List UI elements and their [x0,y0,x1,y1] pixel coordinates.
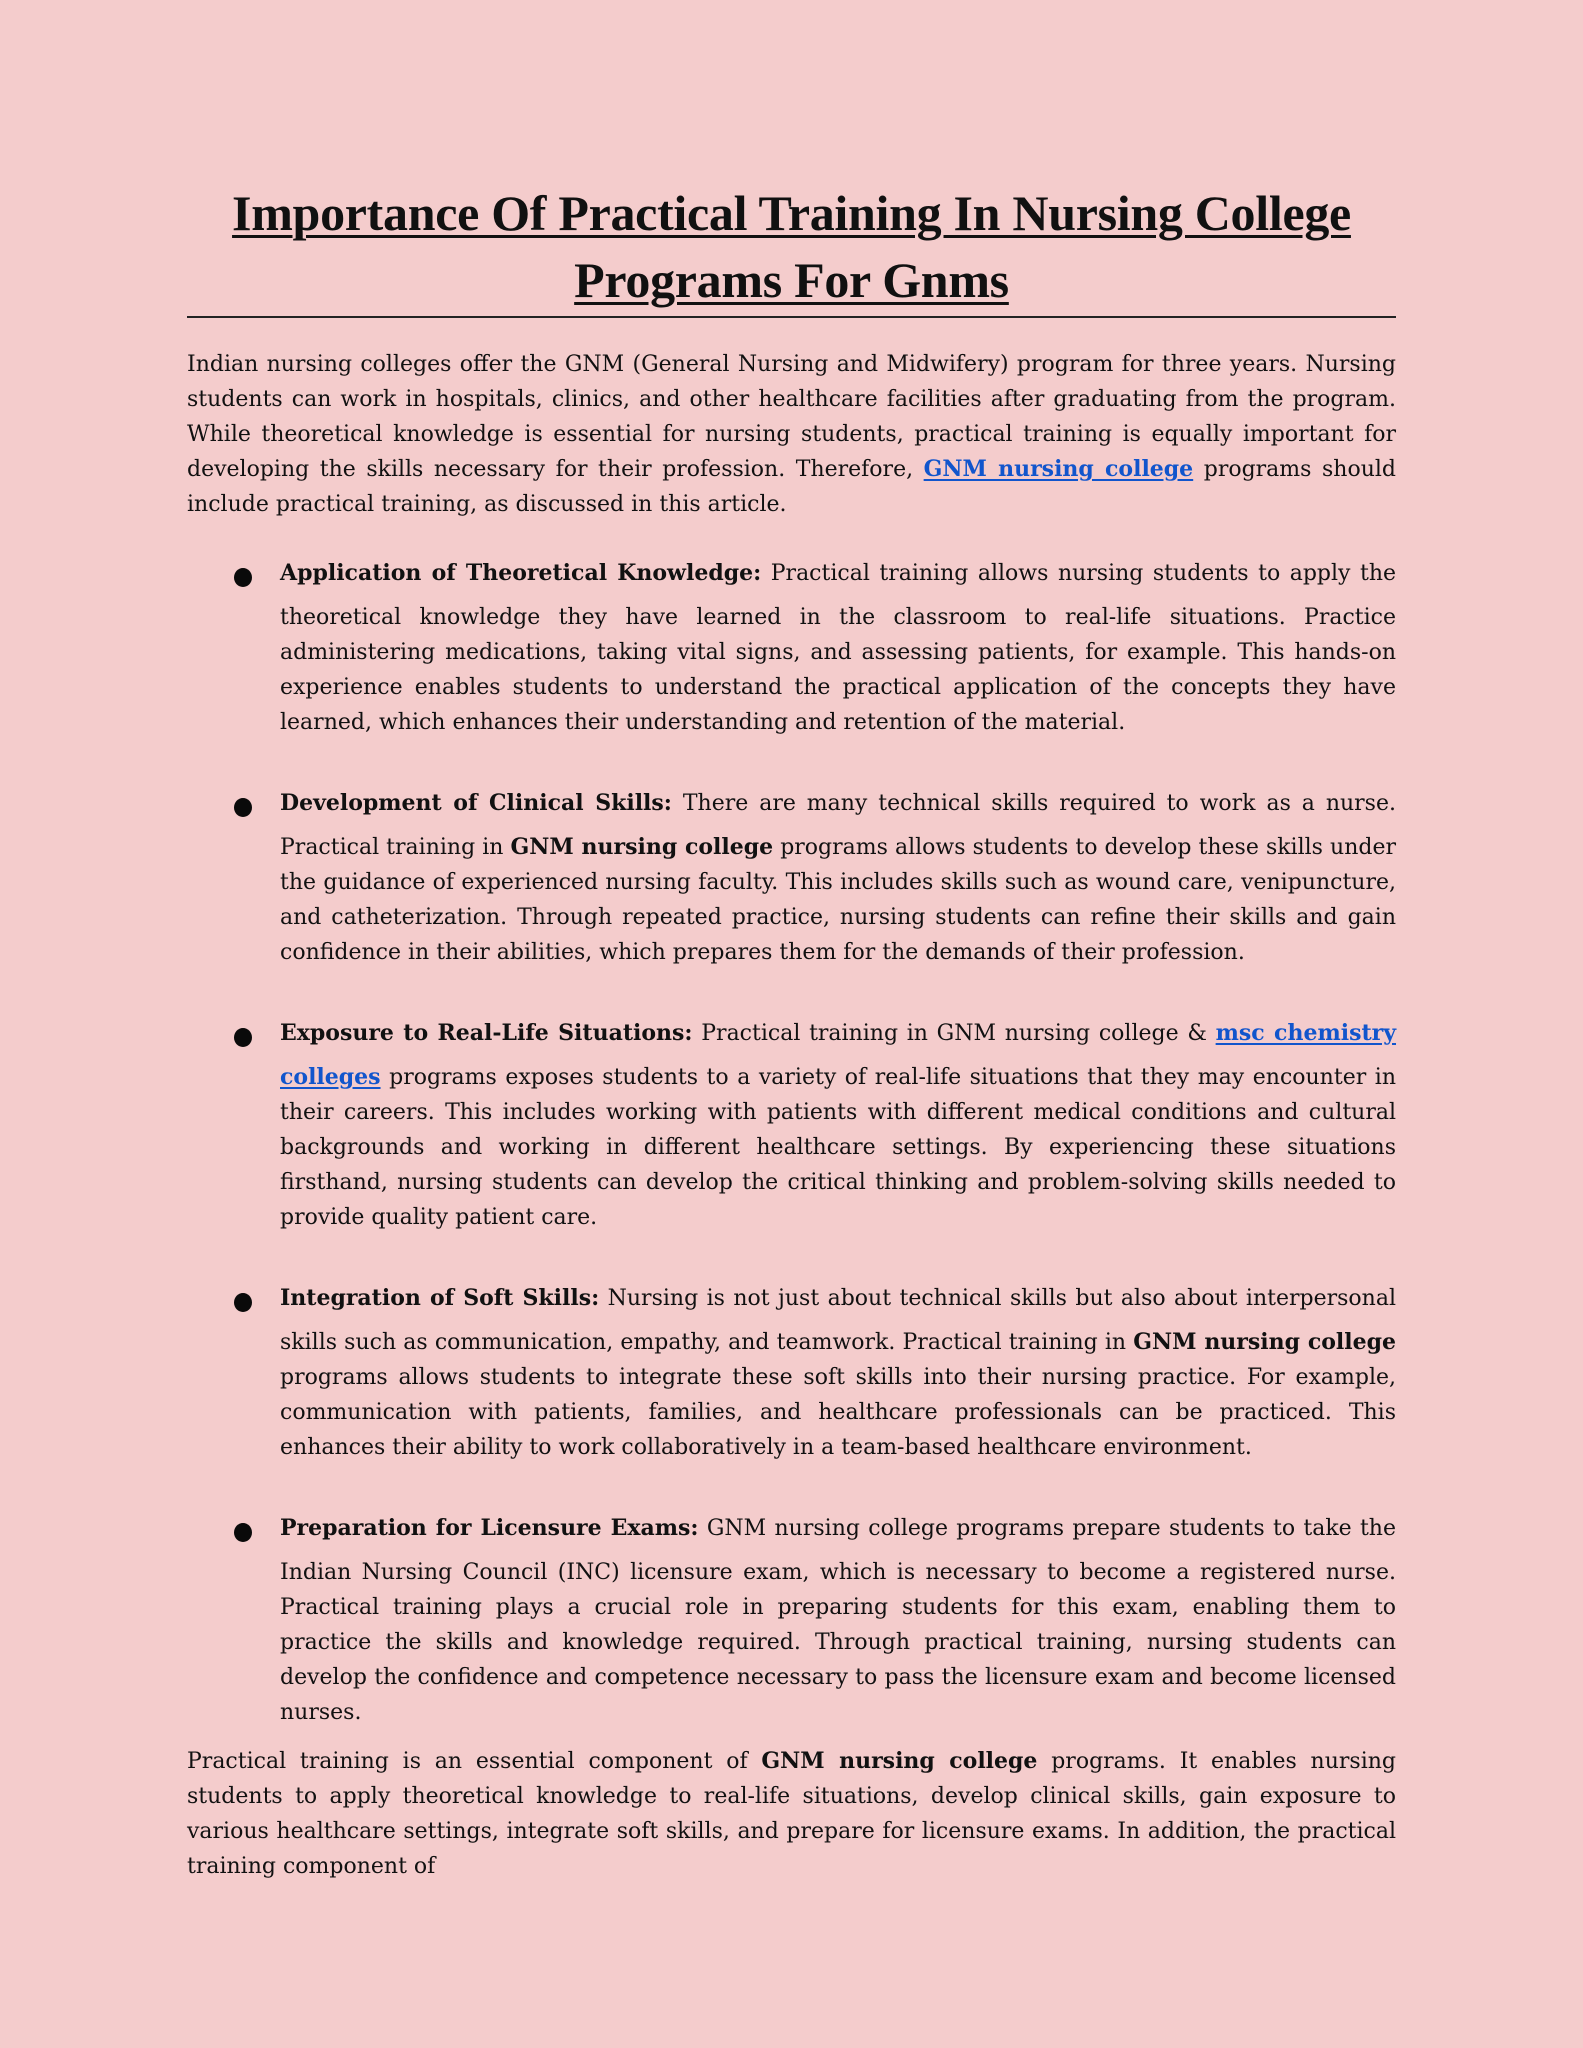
bullet-icon [234,1293,252,1312]
intro-paragraph [187,347,1396,522]
bullet-list [187,556,1396,1730]
closing-text-after-bold: programs. It enables nursing students to apply theoretical knowledge to real-life situations, develop clinical skills, gain exposure to various healthcare settings, integrate soft skills, and prepare for licensure exams. In addition, the practical training component of [187,1749,1396,1879]
list-item-real-life-situations [187,1016,1396,1235]
closing-text-bold: GNM nursing college [761,1748,1038,1774]
msc-chemistry-colleges-link-continued[interactable]: colleges [280,1064,381,1090]
bullet-lead-line [280,1016,1396,1051]
bullet-icon [234,1028,252,1047]
msc-chemistry-colleges-link[interactable]: msc chemistry [1215,1020,1397,1046]
title-block [187,180,1396,318]
bullet-paragraph [280,786,1396,970]
bullet-lead: There are many technical skills required to work as a nurse. [682,791,1396,816]
bullet-lead-line [280,786,1396,821]
bullet-lead-line [280,556,1396,591]
intro-text-after-link: programs should include practical training, as discussed in this article. [187,457,1396,517]
bullet-lead-line [280,1281,1396,1316]
closing-text-before-bold: Practical training is an essential component of [187,1749,748,1774]
bullet-heading: Development of Clinical Skills: [280,790,672,816]
bullet-icon [234,1523,252,1542]
bullet-paragraph [280,556,1396,740]
list-item-theoretical-knowledge [187,556,1396,740]
bullet-lead: Practical training allows nursing students to apply the [770,561,1397,586]
bullet-lead-line [280,1511,1396,1546]
bullet-body: Indian Nursing Council (INC) licensure exam, which is necessary to become a registered nurse. Practical training plays a crucial role in preparing students for this exam, enabling them to practice the skills and knowledge required. Through practical training, nursing students can develop the confidence and competence necessary to pass the licensure exam and become licensed nurses. [280,1560,1396,1725]
gnm-nursing-college-link[interactable]: GNM nursing college [923,456,1194,482]
document-page [187,180,1396,1884]
bullet-body: programs exposes students to a variety of real-life situations that they may encounter in their careers. This includes working with patients with different medical conditions and cultural backgrounds and working in different healthcare settings. By experiencing these situations firsthand, nursing students can develop the critical thinking and problem-solving skills needed to provide quality patient care. [280,1065,1396,1230]
bullet-body-before-bold: Practical training in [280,835,504,860]
bullet-body-after-bold: programs allows students to develop these skills under the guidance of experienced nursing faculty. This includes skills such as wound care, venipuncture, and catheterization. Through repeated practice, nursing students can refine their skills and gain confidence in their abilities, which prepares them for the demands of their profession. [280,835,1396,965]
bullet-body: theoretical knowledge they have learned in the classroom to real-life situations. Practice administering medications, taking vital signs, and assessing patients, for example. This hands-on experience enables students to understand the practical application of the concepts they have learned, which enhances their understanding and retention of the material. [280,605,1396,735]
bullet-paragraph [280,1511,1396,1730]
list-item-clinical-skills [187,786,1396,970]
bullet-body-before-bold: skills such as communication, empathy, and teamwork. Practical training in [280,1330,1127,1355]
intro-text-before-link: Indian nursing colleges offer the GNM (General Nursing and Midwifery) program for three years. Nursing students can work in hospitals, clinics, and other healthcare facilities after graduating from the program. While theoretical knowledge is essential for nursing students, practical training is equally important for developing the skills necessary for their profession. Therefore, [187,352,1396,482]
bullet-lead: Practical training in GNM nursing college & [701,1021,1207,1046]
list-item-licensure-exams [187,1511,1396,1730]
bullet-heading: Application of Theoretical Knowledge: [280,560,762,586]
bullet-heading: Exposure to Real-Life Situations: [280,1020,693,1046]
bullet-paragraph [280,1016,1396,1235]
bullet-body-after-bold: programs allows students to integrate these soft skills into their nursing practice. For example, communication with patients, families, and healthcare professionals can be practiced. This enhances their ability to work collaboratively in a team-based healthcare environment. [280,1365,1396,1460]
bullet-body-bold: GNM nursing college [1133,1329,1396,1355]
bullet-lead: GNM nursing college programs prepare students to take the [706,1516,1396,1541]
bullet-icon [234,568,252,587]
bullet-paragraph [280,1281,1396,1465]
bullet-heading: Integration of Soft Skills: [280,1285,600,1311]
bullet-heading: Preparation for Licensure Exams: [280,1515,699,1541]
closing-paragraph [187,1744,1396,1884]
bullet-icon [234,798,252,817]
bullet-body-bold: GNM nursing college [510,834,774,860]
list-item-soft-skills [187,1281,1396,1465]
document-title: Importance Of Practical Training In Nursing College Programs For Gnms [232,185,1351,308]
bullet-lead: Nursing is not just about technical skills but also about interpersonal [607,1286,1396,1311]
